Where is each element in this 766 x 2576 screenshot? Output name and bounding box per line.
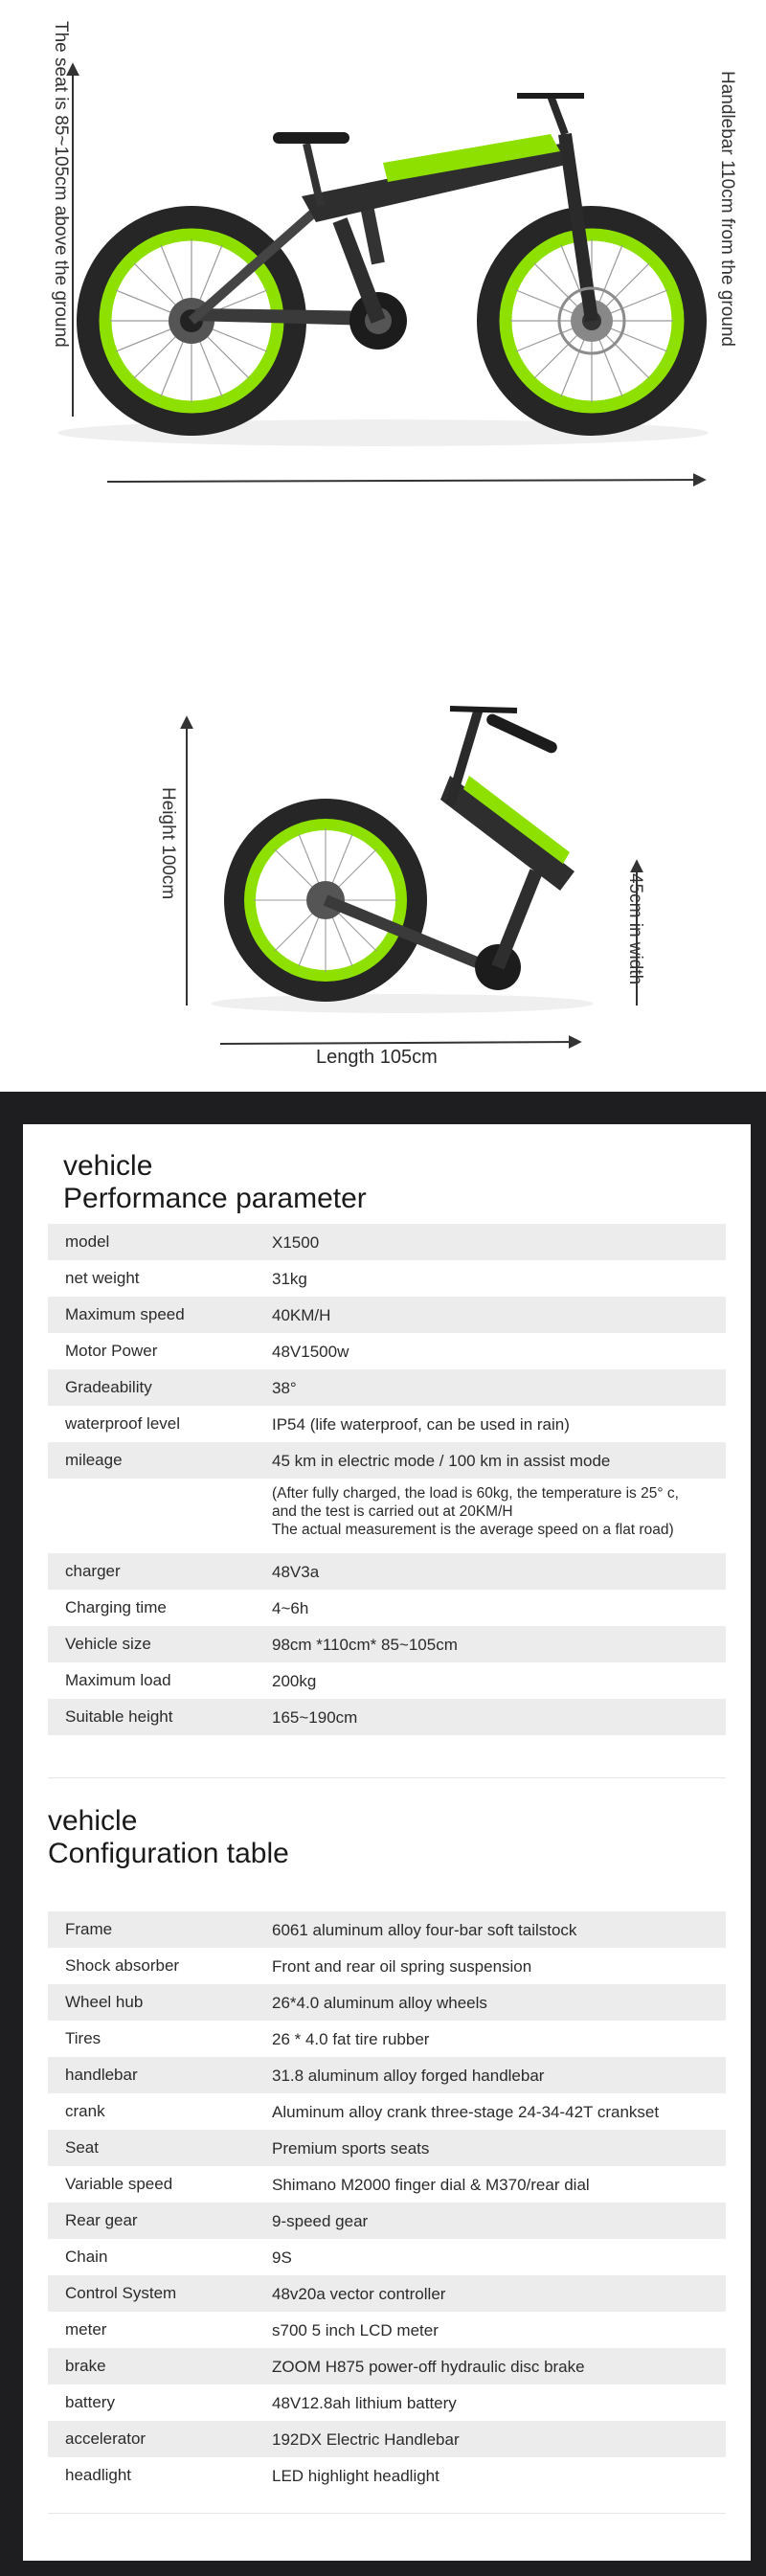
- row-label: Maximum speed: [65, 1305, 185, 1323]
- table-row: [48, 1442, 726, 1479]
- row-value: 31kg: [272, 1270, 307, 1288]
- row-value: 6061 aluminum alloy four-bar soft tailstock: [272, 1921, 577, 1939]
- row-label: handlebar: [65, 2066, 138, 2084]
- row-value: 4~6h: [272, 1599, 309, 1617]
- row-value: 45 km in electric mode / 100 km in assist mode: [272, 1452, 611, 1470]
- row-label: meter: [65, 2320, 107, 2339]
- row-value: IP54 (life waterproof, can be used in rain): [272, 1415, 570, 1434]
- note-line: and the test is carried out at 20KM/H: [272, 1503, 513, 1520]
- table-row: [48, 2021, 726, 2057]
- row-label: Maximum load: [65, 1671, 171, 1689]
- table-row: [48, 1948, 726, 1984]
- bottom-divider: [48, 2513, 726, 2514]
- row-value: 200kg: [272, 1672, 317, 1690]
- row-value: 192DX Electric Handlebar: [272, 2430, 460, 2449]
- table-row: [48, 1369, 726, 1406]
- product-images: [0, 0, 766, 1092]
- row-value: Aluminum alloy crank three-stage 24-34-42T crankset: [272, 2103, 660, 2121]
- table-row: [48, 1333, 726, 1369]
- note-line: The actual measurement is the average speed on a flat road): [272, 1522, 674, 1538]
- row-label: Motor Power: [65, 1342, 158, 1360]
- row-label: Suitable height: [65, 1707, 173, 1726]
- row-value: Front and rear oil spring suspension: [272, 1957, 532, 1976]
- table-row: [48, 1911, 726, 1948]
- table-row: [48, 1626, 726, 1662]
- note-line: (After fully charged, the load is 60kg, the temperature is 25° c,: [272, 1485, 679, 1502]
- table-row: [48, 2093, 726, 2130]
- width-label: 45cm in width: [625, 873, 645, 985]
- row-label: accelerator: [65, 2429, 146, 2448]
- row-label: Frame: [65, 1920, 113, 1938]
- table-row: [48, 2384, 726, 2421]
- row-value: 40KM/H: [272, 1306, 331, 1324]
- seat-height-label: The seat is 85~105cm above the ground: [51, 21, 71, 348]
- handlebar-height-label: Handlebar 110cm from the ground: [717, 71, 737, 347]
- table-row: [48, 1590, 726, 1626]
- row-value: 38°: [272, 1379, 297, 1397]
- table-row: [48, 1406, 726, 1442]
- row-label: model: [65, 1232, 110, 1251]
- row-label: Charging time: [65, 1598, 167, 1616]
- row-value: ZOOM H875 power-off hydraulic disc brake: [272, 2358, 585, 2376]
- table-row: [48, 2203, 726, 2239]
- table-row: [48, 2348, 726, 2384]
- row-value: 26 * 4.0 fat tire rubber: [272, 2030, 430, 2048]
- bike-unfolded-image: [0, 0, 766, 536]
- row-label: mileage: [65, 1451, 123, 1469]
- row-label: Wheel hub: [65, 1993, 144, 2011]
- row-label: Gradeability: [65, 1378, 152, 1396]
- row-label: Chain: [65, 2248, 108, 2266]
- table-row: [48, 1297, 726, 1333]
- row-label: Rear gear: [65, 2211, 138, 2229]
- table-row: [48, 2057, 726, 2093]
- row-value: 31.8 aluminum alloy forged handlebar: [272, 2067, 545, 2085]
- row-label: Seat: [65, 2138, 99, 2157]
- row-value: 48v20a vector controller: [272, 2285, 446, 2303]
- row-value: 48V1500w: [272, 1343, 349, 1361]
- row-value: 98cm *110cm* 85~105cm: [272, 1636, 458, 1654]
- table-row: [48, 2166, 726, 2203]
- row-value: LED highlight headlight: [272, 2467, 439, 2485]
- configuration-caption-line1: vehicle: [48, 1805, 138, 1837]
- height-label: Height 100cm: [158, 787, 178, 900]
- row-label: Tires: [65, 2029, 101, 2047]
- row-value: 9-speed gear: [272, 2212, 369, 2230]
- table-row: [48, 2312, 726, 2348]
- performance-caption-line2: Performance parameter: [63, 1183, 367, 1214]
- row-value: 48V12.8ah lithium battery: [272, 2394, 457, 2412]
- row-value: Premium sports seats: [272, 2139, 430, 2158]
- performance-table: [48, 1224, 726, 1735]
- row-label: Control System: [65, 2284, 177, 2302]
- table-row: [48, 1260, 726, 1297]
- length-label: Length 105cm: [316, 1047, 438, 1068]
- row-value: X1500: [272, 1233, 320, 1252]
- table-row: [48, 2275, 726, 2312]
- mileage-note: [48, 1479, 726, 1553]
- table-row: [48, 1224, 726, 1260]
- bike-folded-image: [0, 689, 766, 1053]
- configuration-caption-line2: Configuration table: [48, 1838, 289, 1869]
- table-row: [48, 2239, 726, 2275]
- row-label: waterproof level: [65, 1414, 181, 1433]
- row-label: crank: [65, 2102, 105, 2120]
- row-label: Shock absorber: [65, 1956, 180, 1975]
- row-value: 9S: [272, 2248, 292, 2267]
- performance-caption-line1: vehicle: [63, 1150, 153, 1182]
- section-divider: [48, 1777, 726, 1778]
- row-value: Shimano M2000 finger dial & M370/rear dial: [272, 2176, 590, 2194]
- table-row: [48, 1662, 726, 1699]
- table-row: [48, 2421, 726, 2457]
- table-row: [48, 1699, 726, 1735]
- row-label: Vehicle size: [65, 1635, 151, 1653]
- table-row: [48, 2457, 726, 2494]
- row-value: 48V3a: [272, 1563, 320, 1581]
- row-label: charger: [65, 1562, 121, 1580]
- row-label: headlight: [65, 2466, 132, 2484]
- row-label: battery: [65, 2393, 115, 2411]
- row-value: s700 5 inch LCD meter: [272, 2321, 439, 2339]
- table-row: [48, 2130, 726, 2166]
- spec-card: [23, 1124, 751, 2561]
- row-label: Variable speed: [65, 2175, 173, 2193]
- row-label: brake: [65, 2357, 106, 2375]
- table-row: [48, 1984, 726, 2021]
- row-value: 165~190cm: [272, 1708, 358, 1727]
- table-row: [48, 1553, 726, 1590]
- configuration-table: [48, 1911, 726, 2494]
- row-value: 26*4.0 aluminum alloy wheels: [272, 1994, 487, 2012]
- row-label: net weight: [65, 1269, 140, 1287]
